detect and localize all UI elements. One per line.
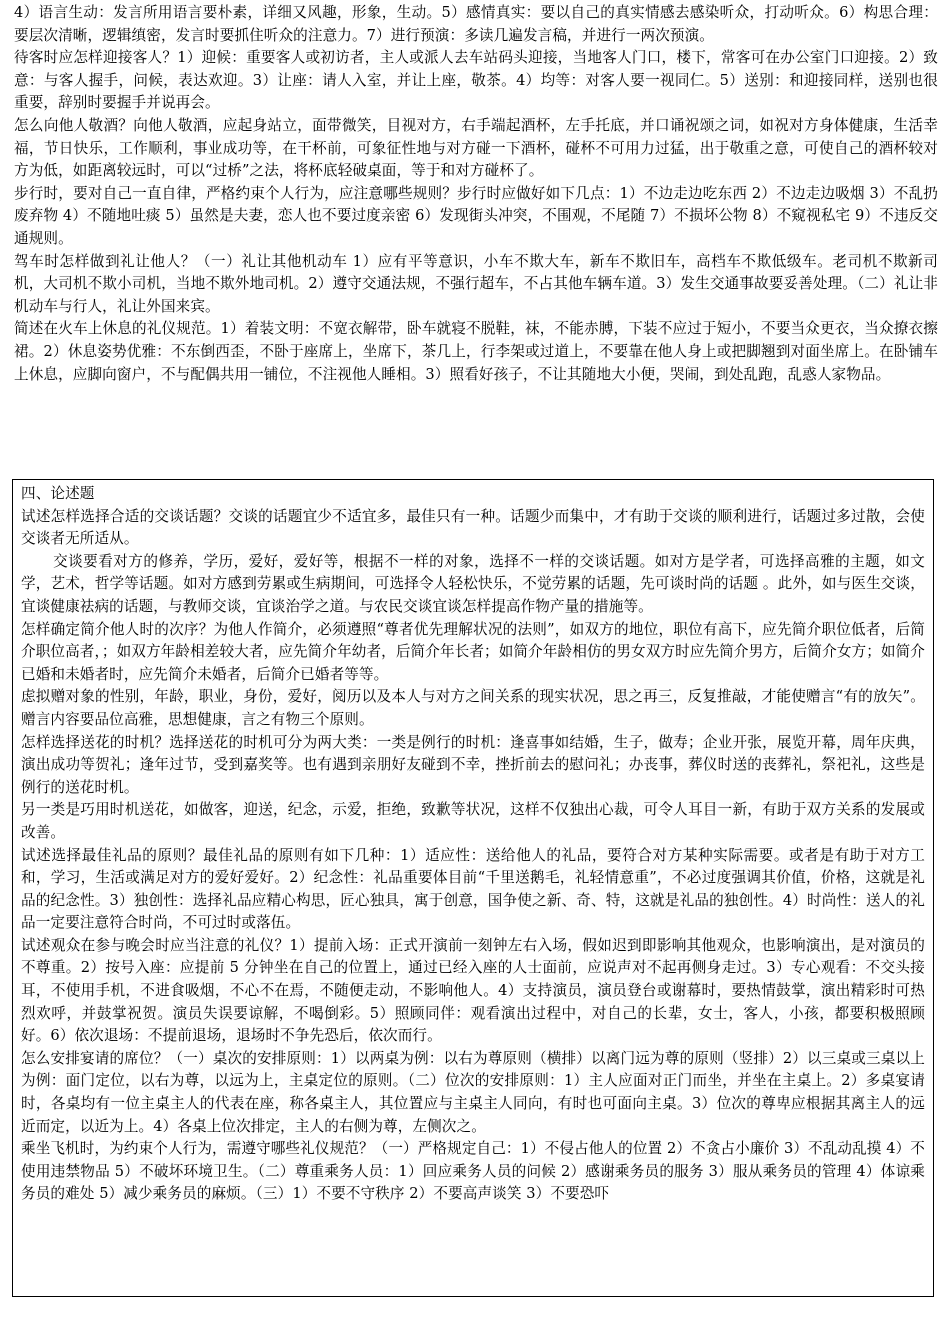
paragraph-conversation-detail: 交谈要看对方的修养，学历，爱好，爱好等，根据不一样的对象，选择不一样的交谈话题。如对方是学者，可选择高雅的主题，如文学，艺术，哲学等话题。如对方感到劳累或生病期间，可选择令人轻松快乐，不觉劳累的话题，先可谈时尚的话题 。此外，如与医生交谈，宜谈健康祛病的话题，与教师交谈，宜谈治学之道。与农民交谈宜谈怎样提高作物产量的措施等。 <box>21 552 925 615</box>
paragraph-conversation-topics: 试述怎样选择合适的交谈话题？交谈的话题宜少不适宜多，最佳只有一种。话题少而集中，才有助于交谈的顺利进行，话题过多过散，会使交谈者无所适从。 <box>21 507 925 548</box>
paragraph-toasting: 怎么向他人敬酒？向他人敬酒，应起身站立，面带微笑，目视对方，右手端起酒杯，左手托底，并口诵祝颂之词，如祝对方身体健康，生活幸福，节日快乐，工作顺利，事业成功等，在干杯前，可象征性地与对方碰一下酒杯，碰杯不可用力过猛，出于敬重之意，可使自己的酒杯较对方为低，如距离较远时，可以“过桥”之法，将杯底轻破桌面，等于和对方碰杯了。 <box>14 116 938 180</box>
paragraph-flower-timing-2: 另一类是巧用时机送花，如做客，迎送，纪念，示爱，拒绝，致歉等状况，这样不仅独出心裁，可令人耳目一新，有助于双方关系的发展或改善。 <box>21 801 925 841</box>
paragraph-driving-courtesy: 驾车时怎样做到礼让他人？（一）礼让其他机动车 1）应有平等意识，小车不欺大车，新车不欺旧车，高档车不欺低级车。老司机不欺新司机，大司机不欺小司机，当地不欺外地司机。2）遵守交通法规，不强行超车，不占其他车辆车道。3）发生交通事故要妥善处理。（二）礼让非机动车与行人，礼让外国来宾。 <box>14 252 938 315</box>
paragraph-banquet-seating: 怎么安排宴请的席位？（一）桌次的安排原则：1）以两桌为例：以右为尊原则（横排）以离门远为尊的原则（竖排）2）以三桌或三桌以上为例：面门定位，以右为尊，以远为上，主桌定位的原则。（二）位次的安排原则：1）主人应面对正门而坐，并坐在主桌上。2）多桌宴请时，各桌均有一位主桌主人的代表在座，称各桌主人，其位置应与主桌主人同向，有时也可面向主桌。3）位次的尊卑应根据其离主人的远近而定，以近为上。4）各桌上位次排定，主人的右侧为尊，左侧次之。 <box>21 1049 925 1135</box>
paragraph-speech-tips: 4）语言生动：发言所用语言要朴素，详细又风趣，形象，生动。5）感情真实：要以自己的真实情感去感染听众，打动听众。6）构思合理：要层次清晰，逻辑缜密，发言时要抓住听众的注意力。7）进行预演：多读几遍发言稿，并进行一两次预演。 <box>14 4 938 44</box>
paragraph-introduction-order: 怎样确定简介他人时的次序？为他人作简介，必须遵照“尊者优先理解状况的法则”，如双方的地位，职位有高下，应先简介职位低者，后简介职位高者，；如双方年龄相差较大者，应先简介年幼者，后简介年长者；如简介年龄相仿的男女双方时应先简介男方，后简介女方；如简介已婚和未婚者时，应先简介未婚者，后简介已婚者等等。 <box>21 620 925 683</box>
paragraph-gift-words: 虑拟赠对象的性别，年龄，职业，身份，爱好，阅历以及本人与对方之间关系的现实状况，思之再三，反复推敲，才能使赠言“有的放矢”。赠言内容要品位高雅，思想健康，言之有物三个原则。 <box>21 688 925 728</box>
paragraph-train-etiquette: 简述在火车上休息的礼仪规范。1）着装文明：不宽衣解带，卧车就寝不脱鞋，袜，不能赤膊，下装不应过于短小，不要当众更衣，当众撩衣擦裙。2）休息姿势优雅：不东倒西歪，不卧于座席上，坐席下，茶几上，行李架或过道上，不要靠在他人身上或把脚翘到对面坐席上。在卧铺车上休息，应脚向窗户，不与配偶共用一铺位，不注视他人睡相。3）照看好孩子，不让其随地大小便，哭闹，到处乱跑，乱惑人家物品。 <box>14 320 938 383</box>
paragraph-flight-etiquette: 乘坐飞机时，为约束个人行为，需遵守哪些礼仪规范？（一）严格规定自己：1）不侵占他人的位置 2）不贪占小廉价 3）不乱动乱摸 4）不使用违禁物品 5）不破坏环境卫生。（二）尊重乘务人员：1）回应乘务人员的问候 2）感谢乘务员的服务 3）服从乘务员的管理 4）体谅乘务员的难处 5）减少乘务员的麻烦。（三）1）不要不守秩序 2）不要高声谈笑 3）不要恐吓 <box>21 1140 925 1203</box>
essay-section-box <box>12 479 934 1297</box>
paragraph-receiving-guests: 待客时应怎样迎接客人？1）迎候：重要客人或初访者，主人或派人去车站码头迎接，当地客人门口，楼下，常客可在办公室门口迎接。2）致意：与客人握手，问候，表达欢迎。3）让座：请人入室，并让上座，敬茶。4）均等：对客人要一视同仁。5）送别：和迎接同样，送别也很重要，辞别时要握手并说再会。 <box>14 49 938 112</box>
paragraph-flower-timing: 怎样选择送花的时机？选择送花的时机可分为两大类：一类是例行的时机：逢喜事如结婚，生子，做寿；企业开张，展览开幕，周年庆典，演出成功等贺礼；逢年过节，受到嘉奖等。也有遇到亲朋好友碰到不幸，挫折前去的慰问礼；办丧事，葬仪时送的丧葬礼，祭祀礼，这些是例行的送花时机。 <box>21 733 925 796</box>
paragraph-walking-rules: 步行时，要对自己一直自律，严格约束个人行为，应注意哪些规则？步行时应做好如下几点：1）不边走边吃东西 2）不边走边吸烟 3）不乱扔废弃物 4）不随地吐痰 5）虽然是夫妻，恋人也不要过度亲密 6）发现街头冲突，不围观，不尾随 7）不损坏公物 8）不窥视私宅 9）不违反交通规则。 <box>14 184 938 247</box>
top-text-block <box>14 0 938 386</box>
section-heading: 四、论述题 <box>21 485 95 502</box>
document-page <box>14 0 938 386</box>
paragraph-best-gift: 试述选择最佳礼品的原则？最佳礼品的原则有如下几种：1）适应性：送给他人的礼品，要符合对方某种实际需要。或者是有助于对方工和，学习，生活或满足对方的爱好爱好。2）纪念性：礼品重要体目前“千里送鹅毛，礼轻情意重”，不必过度强调其价值，价格，这就是礼品的纪念性。3）独创性：选择礼品应精心构思，匠心独具，寓于创意，国争使之新、奇、特，这就是礼品的独创性。4）时尚性：送人的礼品一定要注意符合时尚，不可过时或落伍。 <box>21 846 925 932</box>
paragraph-audience-etiquette: 试述观众在参与晚会时应当注意的礼仪？1）提前入场：正式开演前一刻钟左右入场，假如迟到即影响其他观众，也影响演出，是对演员的不尊重。2）按号入座：应提前 5 分钟坐在自己的位置上，通过已经入座的人士面前，应说声对不起再侧身走过。3）专心观看：不交头接耳，不使用手机，不进食吸烟，不心不在焉，不随便走动，不影响他人。4）支持演员，演员登台或谢幕时，要热情鼓掌，演出精彩时可热烈欢呼，并鼓掌祝贺。演员失误要谅解，不喝倒彩。5）照顾同伴：观看演出过程中，对自己的长辈，女士，客人，小孩，都要积极照顾好。6）依次退场：不提前退场，退场时不争先恐后，依次而行。 <box>21 936 925 1045</box>
